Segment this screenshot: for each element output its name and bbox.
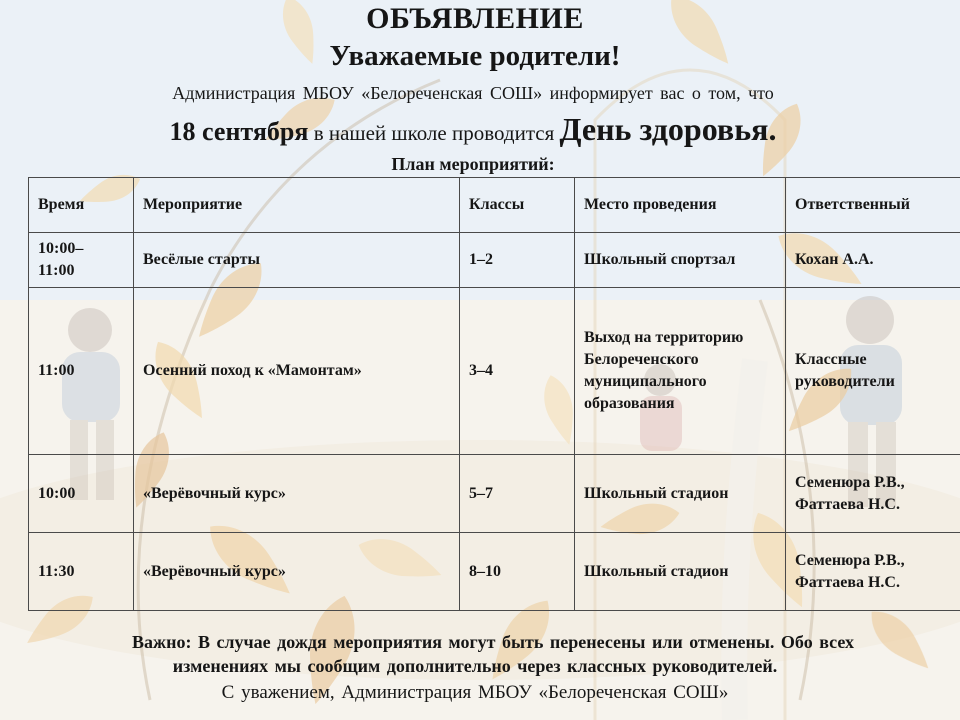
activity-cell: Осенний поход к «Мамонтам» (134, 288, 460, 455)
table-row (29, 533, 960, 611)
location-cell: Школьный спортзал (575, 233, 786, 288)
table-header-row (29, 178, 960, 233)
event-middle-text: в нашей школе проводится (308, 121, 560, 145)
column-header: Мероприятие (134, 178, 460, 233)
important-note-line1: Важно: В случае дождя мероприятия могут быть перенесены или отменены. Обо всех (132, 632, 854, 652)
grades-cell: 8–10 (460, 533, 575, 611)
event-line (0, 111, 946, 148)
time-cell: 10:00 (29, 455, 134, 533)
time-cell: 10:00– 11:00 (29, 233, 134, 288)
activity-cell: «Верёвочный курс» (134, 533, 460, 611)
location-cell: Выход на территорию Белореченского муниципального образования (575, 288, 786, 455)
time-cell: 11:00 (29, 288, 134, 455)
grades-cell: 1–2 (460, 233, 575, 288)
column-header: Место проведения (575, 178, 786, 233)
activity-cell: Весёлые старты (134, 233, 460, 288)
signature: С уважением, Администрация МБОУ «Белореченская СОШ» (221, 682, 729, 703)
responsible-cell: Кохан А.А. (786, 233, 960, 288)
grades-cell: 5–7 (460, 455, 575, 533)
table-row (29, 455, 960, 533)
location-cell: Школьный стадион (575, 455, 786, 533)
time-cell: 11:30 (29, 533, 134, 611)
activity-cell: «Верёвочный курс» (134, 455, 460, 533)
table-row (29, 233, 960, 288)
column-header: Классы (460, 178, 575, 233)
event-name: День здоровья (559, 111, 769, 147)
column-header: Время (29, 178, 134, 233)
location-cell: Школьный стадион (575, 533, 786, 611)
important-note-line2: изменениях мы сообщим дополнительно через классных руководителей. (172, 656, 778, 676)
event-date: 18 сентября (169, 117, 309, 146)
column-header: Ответственный (786, 178, 960, 233)
greeting: Уважаемые родители! (329, 40, 621, 72)
announcement-title: ОБЪЯВЛЕНИЕ (366, 2, 584, 35)
grades-cell: 3–4 (460, 288, 575, 455)
table-row (29, 288, 960, 455)
plan-title: План мероприятий: (391, 154, 555, 174)
responsible-cell: Семенюра Р.В., Фаттаева Н.С. (786, 533, 960, 611)
intro-text: Администрация МБОУ «Белореченская СОШ» информирует вас о том, что (172, 83, 774, 103)
event-end-punct: . (768, 111, 777, 147)
responsible-cell: Классные руководители (786, 288, 960, 455)
responsible-cell: Семенюра Р.В., Фаттаева Н.С. (786, 455, 960, 533)
schedule-table (28, 177, 960, 611)
